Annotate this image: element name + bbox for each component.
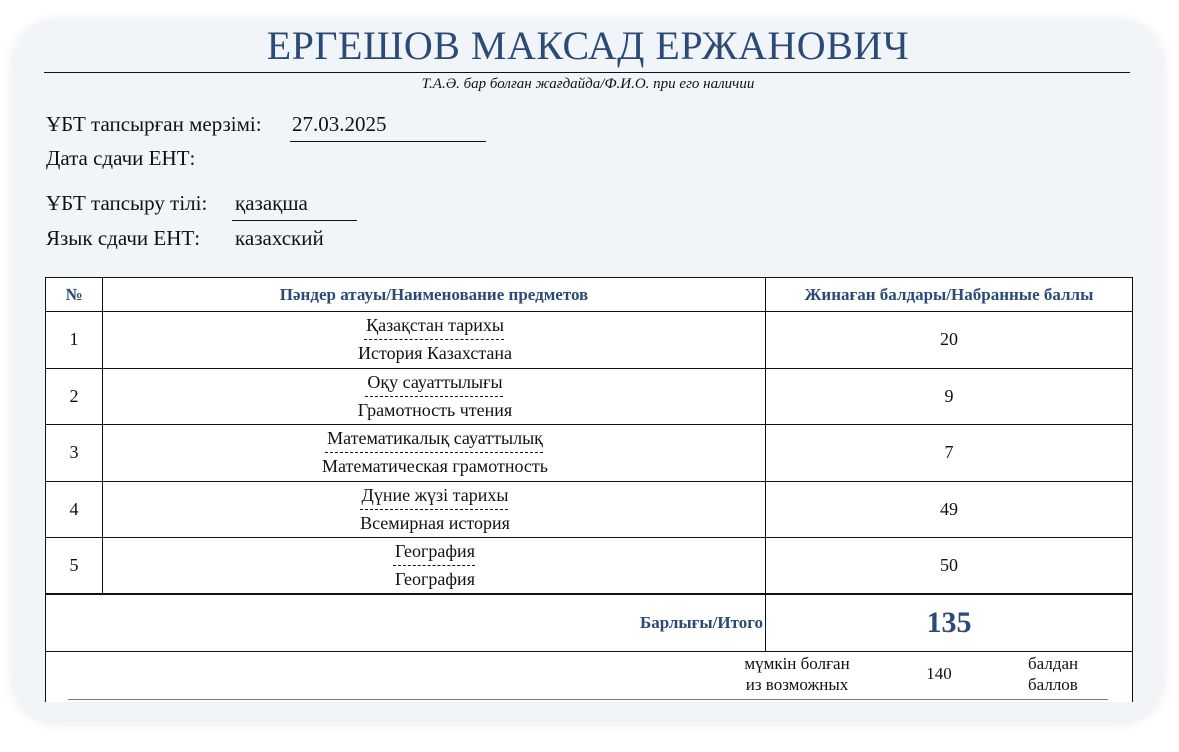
- total-row: [46, 595, 1132, 652]
- row-num: 1: [46, 312, 103, 368]
- row-subject: [103, 425, 766, 481]
- subject-name-kk: Қазақстан тарихы: [364, 312, 504, 340]
- name-caption: Т.А.Ә. бар болған жағдайда/Ф.И.О. при его наличии: [421, 76, 755, 92]
- full-name: ЕРГЕШОВ МАКСАД ЕРЖАНОВИЧ: [266, 23, 910, 68]
- row-num: 5: [46, 538, 103, 593]
- total-label: Барлығы/Итого: [46, 595, 766, 651]
- table-row: [46, 425, 1132, 482]
- exam-date-value: 27.03.2025: [292, 112, 387, 136]
- header-subject: Пәндер атауы/Наименование предметов: [103, 278, 766, 311]
- name-underline: [44, 72, 1130, 73]
- total-score: 135: [926, 605, 972, 639]
- row-subject: [103, 312, 766, 368]
- subject-name-ru: Математическая грамотность: [322, 456, 548, 477]
- possible-label-kk: мүмкін болған: [744, 653, 850, 673]
- row-score: 20: [940, 329, 958, 350]
- possible-score: 140: [926, 663, 952, 683]
- subject-name-ru: Грамотность чтения: [357, 399, 513, 420]
- row-score: 49: [940, 498, 958, 519]
- table-header: [46, 278, 1132, 312]
- possible-label-ru: из возможных: [745, 674, 849, 694]
- possible-score-row: [46, 652, 1132, 702]
- exam-language-value-kk: қазақша: [235, 191, 308, 215]
- subject-name-kk: Дүние жүзі тарихы: [360, 482, 509, 510]
- row-subject: [103, 538, 766, 593]
- table-row: [46, 369, 1132, 426]
- exam-date-label-ru: Дата сдачи ЕНТ:: [46, 146, 196, 170]
- footer-divider: [68, 699, 1108, 700]
- exam-language-label-ru: Язык сдачи ЕНТ:: [46, 226, 201, 250]
- exam-language-underline: [232, 220, 357, 221]
- exam-date-underline: [290, 141, 486, 142]
- table-row: [46, 482, 1132, 539]
- row-score: 7: [944, 442, 954, 463]
- subject-name-ru: География: [395, 568, 475, 589]
- exam-language-label-kk: ҰБТ тапсыру тілі:: [46, 191, 208, 215]
- subject-name-kk: Математикалық сауаттылық: [325, 425, 543, 453]
- subject-name-kk: Оқу сауаттылығы: [365, 369, 502, 397]
- row-num: 3: [46, 425, 103, 481]
- header-num: №: [46, 278, 103, 311]
- table-row: [46, 538, 1132, 595]
- row-subject: [103, 369, 766, 425]
- row-num: 2: [46, 369, 103, 425]
- subject-name-ru: История Казахстана: [357, 343, 513, 364]
- exam-language-value-ru: казахский: [235, 226, 324, 250]
- row-subject: [103, 482, 766, 538]
- possible-unit-kk: балдан: [1028, 653, 1079, 673]
- subject-name-ru: Всемирная история: [360, 512, 510, 533]
- scores-table: [45, 277, 1133, 702]
- certificate-card: [14, 20, 1162, 720]
- row-score: 9: [944, 385, 954, 406]
- subject-name-kk: География: [393, 538, 475, 566]
- table-row: [46, 312, 1132, 369]
- row-num: 4: [46, 482, 103, 538]
- exam-date-label-kk: ҰБТ тапсырған мерзімі:: [46, 112, 262, 136]
- row-score: 50: [940, 554, 958, 575]
- header-score: Жинаған балдары/Набранные баллы: [804, 284, 1094, 304]
- possible-unit-ru: баллов: [1028, 674, 1078, 694]
